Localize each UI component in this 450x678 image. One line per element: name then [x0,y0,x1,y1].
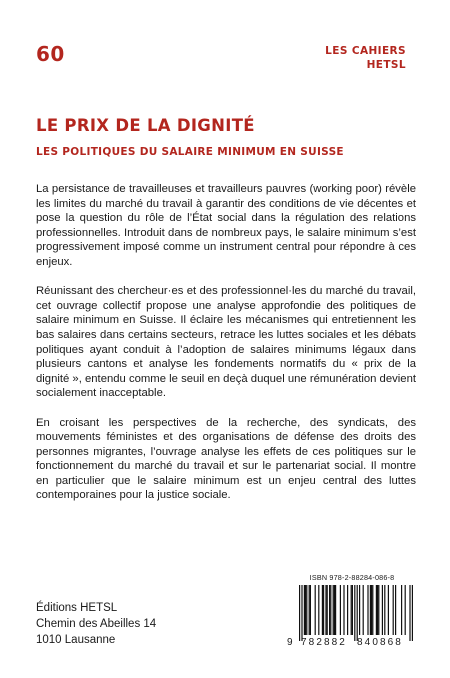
barcode-bar [367,585,368,635]
barcode-bar [330,585,331,635]
barcode-bar [323,585,324,635]
barcode-bar [352,585,353,635]
blurb [36,182,416,518]
barcode-bar [371,585,372,635]
barcode-bar [409,585,410,641]
barcode-bar [309,585,310,635]
blurb-paragraph-1: La persistance de travailleuses et travailleurs pauvres (working poor) révèle les limites du marché du travail à garantir des conditions de vie décentes et pose la question du rôle de l’État social dans la régulation des relations professionnelles. Introduit dans de nombreux pays, le salaire minimum s’est progressivement imposé comme un instrument central pour répondre à ces enjeux. [36,183,416,268]
barcode-bar [334,585,335,635]
barcode-bar [335,585,336,635]
publisher-address [36,600,156,648]
barcode-bar [372,585,373,635]
blurb-paragraph-3: En croisant les perspectives de la recherche, des syndicats, des mouvements féministes et des organisations de défense des droits des personnes migrantes, l’ouvrage analyse les effets de ces politiques sur le fonctionnement du marché du travail et sur le partenariat social. Il montre en particulier que le salaire minimum est un enjeu central des luttes contemporaines pour la justice sociale. [36,416,416,502]
barcode-bar [340,585,341,635]
barcode-bar [304,585,305,635]
barcode [287,573,417,659]
publisher-name: Éditions HETSL [36,602,118,614]
barcode-bar [329,585,330,635]
barcode-bar [327,585,328,635]
isbn-label: ISBN 978-2-88284-086-8 [309,573,395,582]
barcode-bar [370,585,371,635]
barcode-bar [376,585,377,635]
series-name-line1: LES CAHIERS [325,45,406,57]
barcode-bars [289,585,415,641]
barcode-bar [359,585,360,635]
barcode-bar [333,585,334,635]
barcode-bar [378,585,379,635]
barcode-bar [325,585,326,635]
barcode-bar [377,585,378,635]
barcode-bar [351,585,352,635]
barcode-bar [299,585,300,641]
publisher-city: 1010 Lausanne [36,634,116,646]
barcode-bar [315,585,316,635]
series-name-line2: HETSL [366,59,406,71]
book-title: LE PRIX DE LA DIGNITÉ [36,116,255,135]
barcode-bar [382,585,383,635]
barcode-bar [310,585,311,635]
barcode-digit-first: 9 [287,637,293,648]
barcode-bar [305,585,306,635]
series-name [325,44,406,72]
barcode-bar [347,585,348,635]
barcode-bar [318,585,319,635]
barcode-bar [412,585,413,641]
barcode-bar [393,585,394,635]
barcode-bar [357,585,358,641]
barcode-bar [395,585,396,635]
barcode-bar [405,585,406,635]
book-subtitle: LES POLITIQUES DU SALAIRE MINIMUM EN SUISSE [36,146,344,158]
barcode-bar [384,585,385,635]
barcode-bar [354,585,355,641]
barcode-digits-left: 782882 [301,637,347,648]
barcode-bar [322,585,323,635]
barcode-bar [401,585,402,635]
barcode-bar [343,585,344,635]
barcode-bar [301,585,302,641]
barcode-bar [306,585,307,635]
barcode-digits-right: 840868 [357,637,403,648]
barcode-bar [388,585,389,635]
series-number: 60 [36,42,65,66]
barcode-bar [363,585,364,635]
blurb-paragraph-2: Réunissant des chercheur·es et des professionnel·les du marché du travail, cet ouvrage collectif propose une analyse approfondie des politiques de salaire minimum en Suisse. Il éclaire les mécanismes qui entretiennent les bas salaires dans certains secteurs, retrace les luttes sociales et les débats politiques ayant conduit à l’adoption de salaires minimums légaux dans plusieurs cantons et analyse les fondements normatifs du « prix de la dignité », entendu comme le seuil en deçà duquel une rémunération devient socialement inacceptable. [36,285,416,400]
publisher-street: Chemin des Abeilles 14 [36,618,157,630]
